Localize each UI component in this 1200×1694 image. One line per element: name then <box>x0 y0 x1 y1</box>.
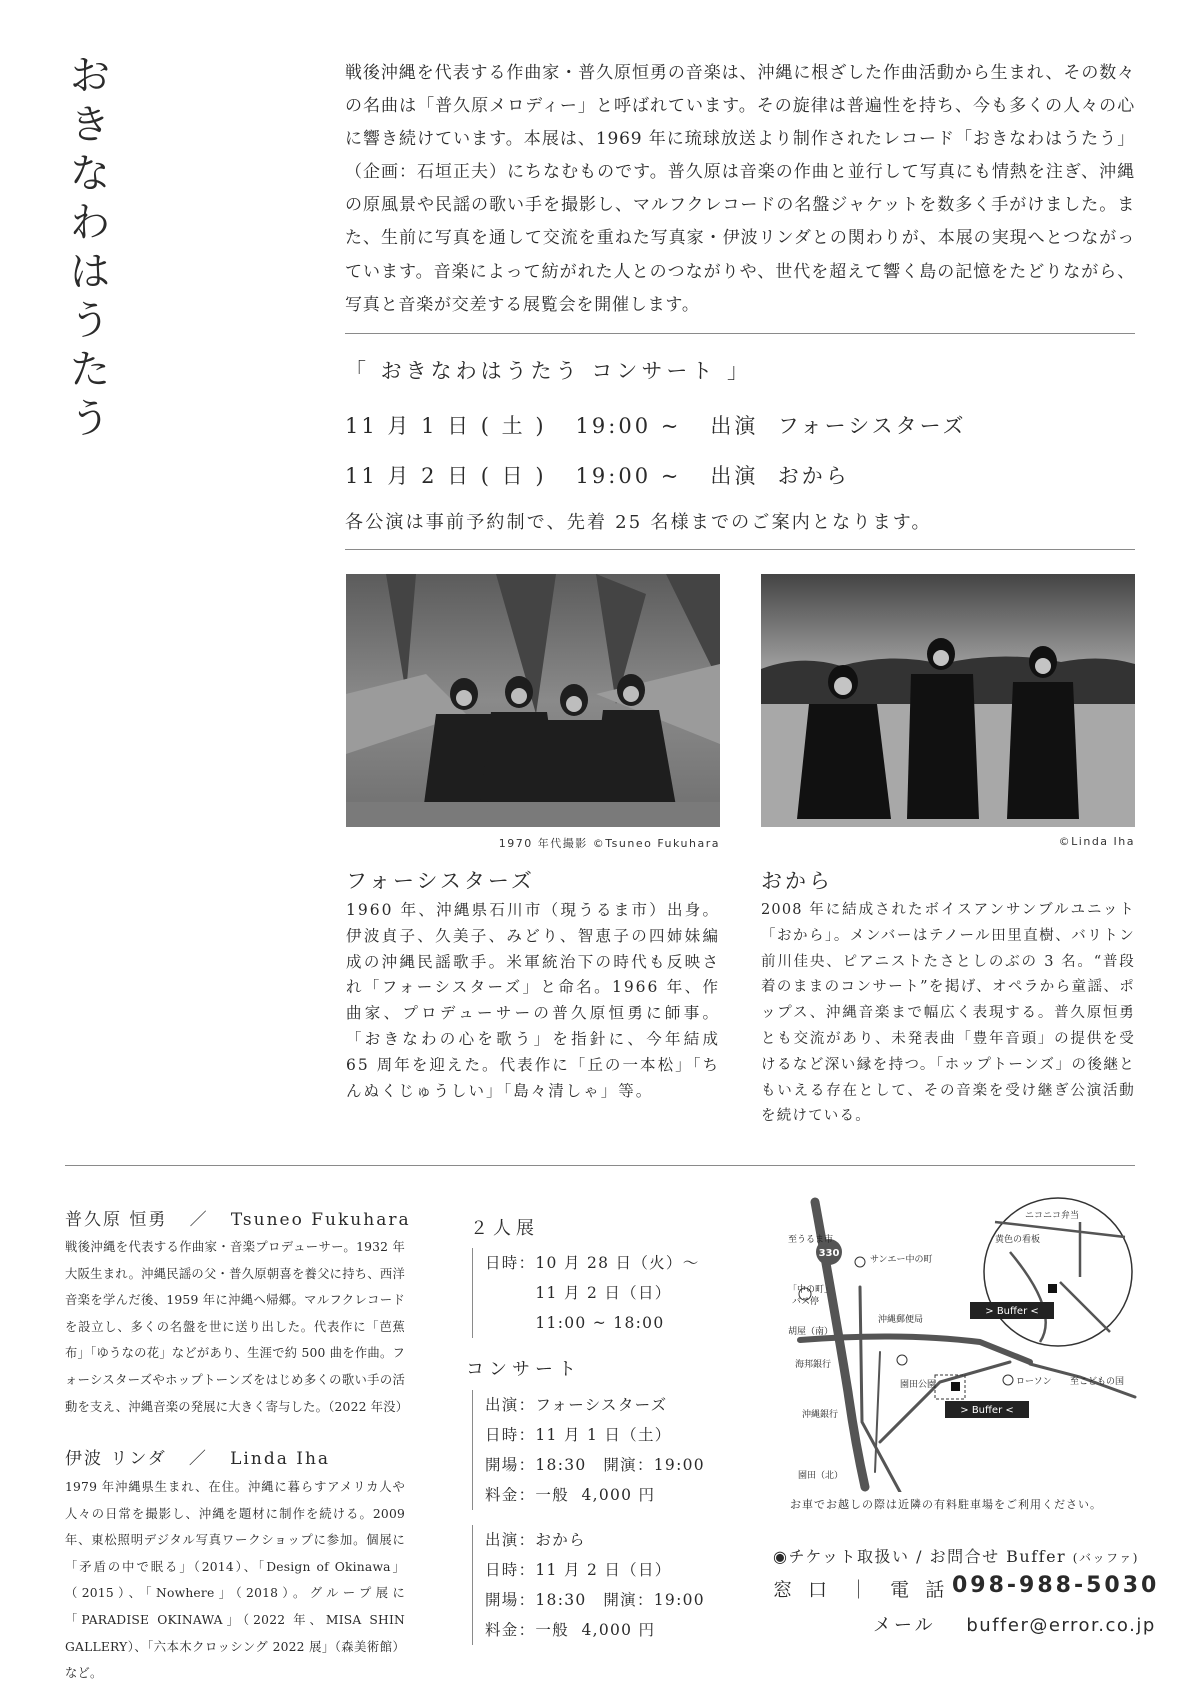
map-label-yellow: 黄色の看板 <box>995 1235 1041 1245</box>
act-desc-okara: 2008 年に結成されたボイスアンサンブルユニット「おから」。メンバーはテノール田里直樹、バリトン前川佳央、ピアニストたさとしのぶの 3 名。“普段着のままのコンサート”を掲げ、オペラから童謡、ポップス、沖縄音楽まで幅広く表現する。普久原恒勇とも交流があり、未発表曲「豊年音頭」の提供を受けるなど深い縁を持つ。「ホップトーンズ」の後継ともいえる存在として、その音楽を受け継ぎ公演活動を続けている。 <box>761 902 1135 1125</box>
bio-head-fukuhara: 普久原 恒勇 ／ Tsuneo Fukuhara <box>65 1210 411 1230</box>
map-label-buffer: > Buffer < <box>960 1405 1014 1416</box>
concert-line-2: 11 月 2 日 ( 日 ) 19:00 ~ 出演 おから <box>345 464 850 488</box>
map-label-goya: 胡屋（南） <box>788 1327 834 1337</box>
map-label-bus-stop: バス停 <box>792 1297 820 1307</box>
map-road <box>800 1336 1030 1362</box>
map-label-route: 330 <box>818 1248 840 1259</box>
phone-number[interactable]: 098-988-5030 <box>952 1573 1160 1598</box>
mail-row <box>873 1611 1156 1637</box>
contact-kana: (バッファ) <box>1072 1551 1139 1565</box>
map-label-kaiho: 海邦銀行 <box>795 1360 832 1370</box>
concert-line-1: 11 月 1 日 ( 土 ) 19:00 ~ 出演 フォーシスターズ <box>345 414 967 438</box>
concert-info-line: 出演：フォーシスターズ <box>485 1396 668 1414</box>
contact-label: ◉チケット取扱い / お問合せ Buffer <box>773 1547 1067 1566</box>
map-inset-buffer-label: > Buffer < <box>985 1306 1039 1317</box>
concert-info-line: 開場：18:30 開演：19:00 <box>485 1456 705 1474</box>
mail-label: メール <box>873 1615 936 1636</box>
exhibition-block <box>472 1248 715 1338</box>
concert-info-block-2 <box>472 1525 725 1645</box>
concert-info-block-1 <box>472 1390 725 1510</box>
map-label-niko: ニコニコ弁当 <box>1025 1211 1080 1221</box>
act-name-okara: おから <box>761 869 833 893</box>
mail-address[interactable]: buffer@error.co.jp <box>966 1615 1156 1636</box>
map-marker-sanei <box>855 1257 865 1267</box>
photo-four-sisters <box>346 574 720 827</box>
concert-note: 各公演は事前予約制で、先着 25 名様までのご案内となります。 <box>345 512 932 533</box>
concert-info-line: 日時：11 月 2 日（日） <box>485 1561 672 1579</box>
act-name-four-sisters: フォーシスターズ <box>346 869 535 893</box>
photo-okara <box>761 574 1135 827</box>
concert-info-head: コンサート <box>466 1359 581 1380</box>
bio-text-iha: 1979 年沖縄県生まれ、在住。沖縄に暮らすアメリカ人や人々の日常を撮影し、沖縄を題材に制作を続ける。2009 年、東松照明デジタル写真ワークショップに参加。個展に「矛盾の中で眠る」（2014）、「Design of Okinawa」（2015）、「Nowhere」（2018）。グループ展に「PARADISE OKINAWA」（2022 年、MISA SHIN GALLERY）、「六本木クロッシング 2022 展」（森美術館）など。 <box>65 1480 405 1681</box>
concert-title: 「 おきなわはうたう コンサート 」 <box>345 359 753 383</box>
map-label-sonda-park: 園田公園 <box>900 1380 937 1390</box>
photo-credit: 1970 年代撮影 ©Tsuneo Fukuhara <box>498 837 720 850</box>
map-label-lawson: ローソン <box>1016 1377 1052 1387</box>
counter-divider: ｜ <box>849 1579 874 1601</box>
map-label-post: 沖縄郵便局 <box>878 1315 924 1325</box>
bio-head-iha: 伊波 リンダ ／ Linda Iha <box>65 1449 331 1469</box>
map-note: お車でお越しの際は近隣の有料駐車場をご利用ください。 <box>790 1498 1102 1511</box>
map-marker-post <box>897 1355 907 1365</box>
exhibition-line: 11:00 ~ 18:00 <box>485 1314 665 1332</box>
vertical-title: おきなわはうたう <box>70 53 110 442</box>
concert-info-line: 料金：一般 4,000 円 <box>485 1486 656 1504</box>
concert-info-line: 日時：11 月 1 日（土） <box>485 1426 672 1444</box>
divider <box>65 1165 1135 1166</box>
intro-text: 戦後沖縄を代表する作曲家・普久原恒勇の音楽は、沖縄に根ざした作曲活動から生まれ、その数々の名曲は「普久原メロディー」と呼ばれています。その旋律は普遍性を持ち、今も多くの人々の心に響き続けています。本展は、1969 年に琉球放送より制作されたレコード「おきなわはうたう」（企画：石垣正夫）にちなむものです。普久原は音楽の作曲と並行して写真にも情熱を注ぎ、沖縄の原風景や民謡の歌い手を撮影し、マルフクレコードの名盤ジャケットを数多く手がけました。また、生前に写真を通して交流を重ねた写真家・伊波リンダとの関わりが、本展の実現へとつながっています。音楽によって紡がれた人とのつながりや、世代を超えて響く島の記憶をたどりながら、写真と音楽が交差する展覧会を開催します。 <box>345 63 1135 315</box>
map-marker-buffer <box>951 1382 960 1391</box>
map-label-okigin: 沖縄銀行 <box>802 1410 839 1420</box>
map-label-naka-bus: 「中の町」 <box>788 1285 834 1295</box>
map-label-kodomo: 至こどもの国 <box>1070 1377 1125 1387</box>
contact-line <box>773 1544 1139 1567</box>
concert-info-line: 開場：18:30 開演：19:00 <box>485 1591 705 1609</box>
map-marker-lawson <box>1003 1375 1013 1385</box>
access-map <box>780 1192 1145 1492</box>
bio-text-fukuhara: 戦後沖縄を代表する作曲家・音楽プロデューサー。1932 年大阪生まれ。沖縄民謡の父・普久原朝喜を養父に持ち、西洋音楽を学んだ後、1959 年に沖縄へ帰郷。マルフクレコードを設立し、多くの名盤を世に送り出した。代表作に「芭蕉布」「ゆうなの花」などがあり、生涯で約 500 曲を作曲。フォーシスターズやホップトーンズをはじめ多くの歌い手の活動を支え、沖縄音楽の発展に大きく寄与した。（2022 年没） <box>65 1240 409 1414</box>
map-label-uruma: 至うるま市 <box>788 1235 834 1245</box>
map-label-sonda-n: 園田（北） <box>798 1471 844 1481</box>
tel-label: 電 話 <box>890 1579 950 1601</box>
divider <box>345 333 1135 334</box>
exhibition-line: 11 月 2 日（日） <box>485 1284 672 1302</box>
counter-row <box>773 1575 949 1602</box>
counter-label: 窓 口 <box>773 1579 833 1601</box>
exhibition-head: ２人展 <box>470 1218 539 1239</box>
act-desc-four-sisters: 1960 年、沖縄県石川市（現うるま市）出身。伊波貞子、久美子、みどり、智恵子の四姉妹編成の沖縄民謡歌手。米軍統治下の時代も反映され「フォーシスターズ」と命名。1966 年、作曲家、プロデューサーの普久原恒勇に師事。「おきなわの心を歌う」を指針に、今年結成 65 周年を迎えた。代表作に「丘の一本松」「ちんぬくじゅうしい」「島々清しゃ」等。 <box>346 901 720 1100</box>
divider <box>345 549 1135 550</box>
map-label-sanei: サンエー中の町 <box>870 1255 933 1265</box>
photo-credit: ©Linda Iha <box>1058 835 1135 848</box>
map-inset-buffer-marker <box>1048 1284 1057 1293</box>
concert-info-line: 出演：おから <box>485 1531 586 1549</box>
concert-info-line: 料金：一般 4,000 円 <box>485 1621 656 1639</box>
exhibition-line: 日時：10 月 28 日（火）〜 <box>485 1254 700 1272</box>
